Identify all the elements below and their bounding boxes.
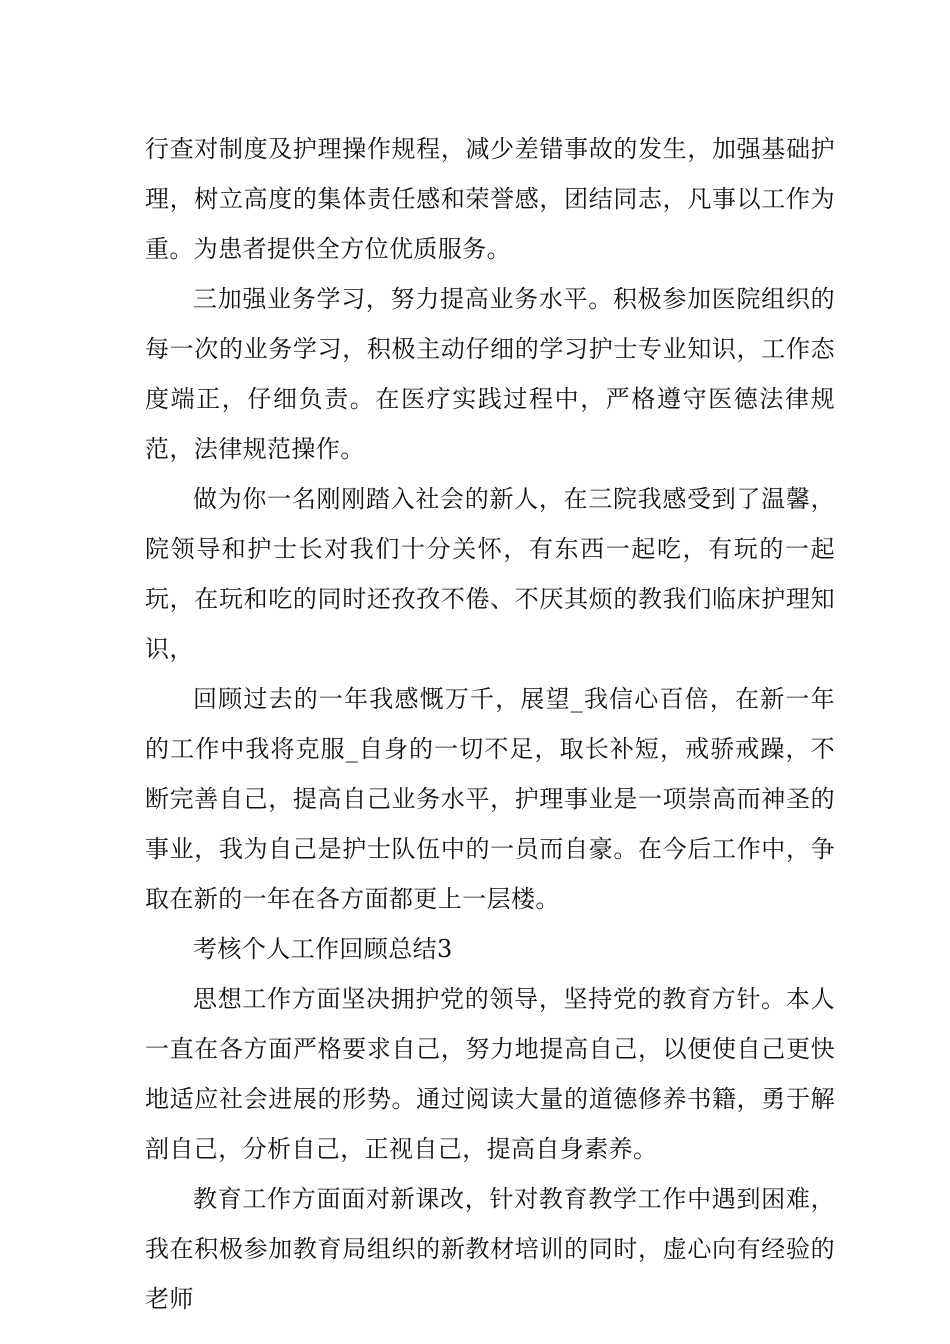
paragraph-ideology: 思想工作方面坚决拥护党的领导，坚持党的教育方针。本人一直在各方面严格要求自己，努力地提高自己，以便使自己更快地适应社会进展的形势。通过阅读大量的道德修养书籍，勇于解剖自己，分析自己，正视自己，提高自身素养。 xyxy=(145,985,835,1163)
paragraph-newcomer: 做为你一名刚刚踏入社会的新人，在三院我感受到了温馨，院领导和护士长对我们十分关怀，有东西一起吃，有玩的一起玩，在玩和吃的同时还孜孜不倦、不厌其烦的教我们临床护理知识， xyxy=(145,485,835,663)
section-heading: 考核个人工作回顾总结3 xyxy=(193,935,453,963)
paragraph-review: 回顾过去的一年我感慨万千，展望_我信心百倍，在新一年的工作中我将克服_自身的一切不足，取长补短，戒骄戒躁，不断完善自己，提高自己业务水平，护理事业是一项崇高而神圣的事业，我为自己是护士队伍中的一员而自豪。在今后工作中，争取在新的一年在各方面都更上一层楼。 xyxy=(145,685,835,913)
paragraph-continued: 行查对制度及护理操作规程，减少差错事故的发生，加强基础护理，树立高度的集体责任感和荣誉感，团结同志，凡事以工作为重。为患者提供全方位优质服务。 xyxy=(145,135,835,263)
paragraph-business-study: 三加强业务学习，努力提高业务水平。积极参加医院组织的每一次的业务学习，积极主动仔细的学习护士专业知识，工作态度端正，仔细负责。在医疗实践过程中，严格遵守医德法律规范，法律规范操作。 xyxy=(145,285,835,463)
document-body xyxy=(145,124,835,1324)
paragraph-education: 教育工作方面面对新课改，针对教育教学工作中遇到困难，我在积极参加教育局组织的新教材培训的同时，虚心向有经验的老师 xyxy=(145,1185,835,1313)
